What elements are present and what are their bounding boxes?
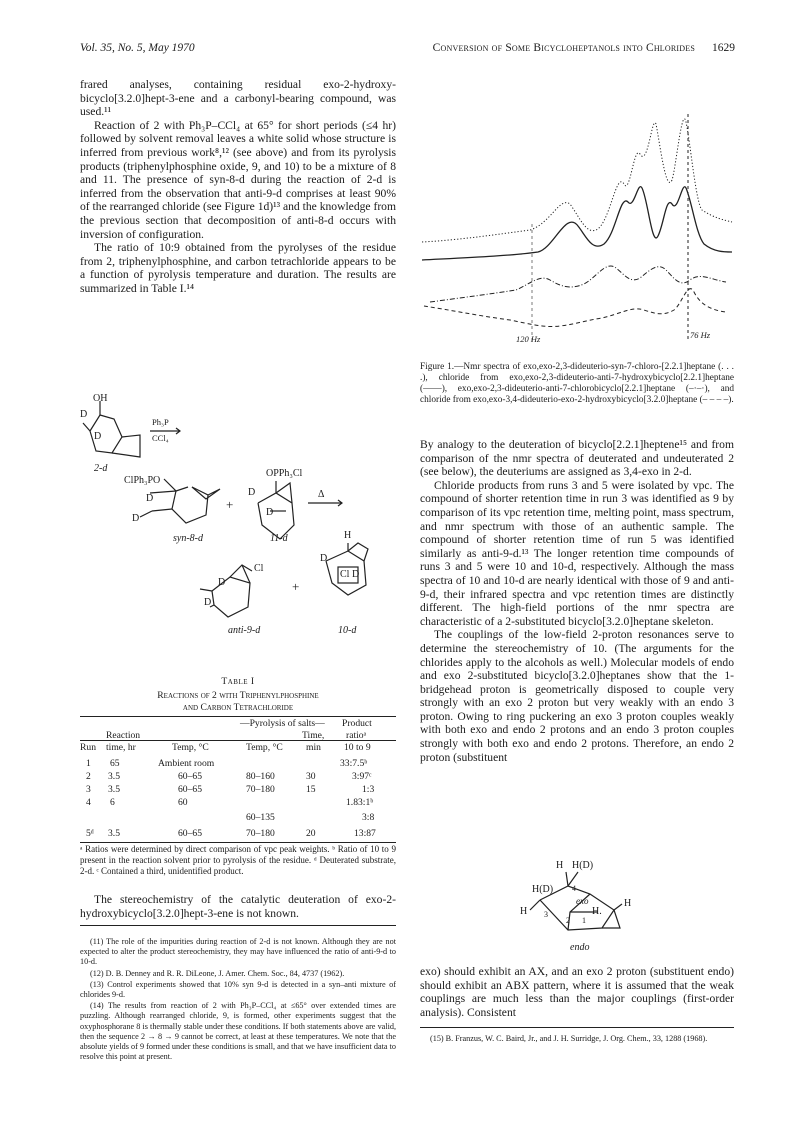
- d-label: D: [94, 431, 102, 442]
- left-column-top: [80, 78, 396, 296]
- journal-volume: Vol. 35, No. 5, May 1970: [80, 42, 195, 54]
- col-header-ratio: ratioᵃ: [346, 730, 367, 741]
- running-header: [80, 42, 735, 60]
- table-rule-bottom: [80, 842, 396, 843]
- footnote: (14) The results from reaction of 2 with Ph₃P–CCl₄ at ≤65° over extended times are puzzling. Although rearranged chloride, 9, is formed, other experiments suggest that the oxyphosphorane 8 is thermally stable under these conditions. If both statements above are valid, then the sequence 2 → 8 → 9 cannot be correct, at least at these temperatures. We note that the absolute yields of 9 formed under these conditions is small, and that we have insufficient data to resolve this point at present.: [80, 1001, 396, 1062]
- table-caption-line2: and Carbon Tetrachloride: [182, 702, 294, 713]
- paragraph: Chloride products from runs 3 and 5 were isolated by vpc. The compound of shorter retention time in run 3 was identified as 9 by comparison of its vpc retention time, melting point, mass spectrum, and nmr spectrum with those of an authentic sample. The compound of shorter retention time of run 5 was identified similarly as anti-9-d.¹³ The longer retention time compounds of runs 3 and 5 were 10 and 10-d, respectively. Although the mass spectra of 10 and 10-d are nearly identical with those of 9 and anti-9-d, their infrared spectra and vpc retention times are distinctly different. The high-field portions of the nmr spectra are characteristic of a 2-substituted bicyclo[3.2.0]heptane skeleton.: [420, 478, 734, 628]
- paragraph: The stereochemistry of the catalytic deuteration of exo-2-hydroxybicyclo[3.2.0]hept-3-ene is not known.: [80, 893, 396, 920]
- cl-label: Cl: [254, 563, 264, 574]
- h-label: H: [624, 898, 632, 909]
- col-header-time-hr: time, hr: [106, 742, 136, 753]
- endo-label: endo: [570, 942, 590, 953]
- d-label: D: [248, 487, 256, 498]
- d-label: D: [218, 577, 226, 588]
- col-header-min: min: [306, 742, 321, 753]
- d-label: D: [266, 507, 274, 518]
- reaction-scheme: [80, 393, 396, 663]
- nmr-spectra: [420, 84, 734, 346]
- table-1: —Pyrolysis of salts— Product Reaction Time, ratioᵃ Run time, hr Temp, °C Temp, °C min 10 to 9 1 65 Ambient room 33:7.5ᵇ 2 3.5 60–65 80–160 30 3:97ᶜ 3 3.5 60–65 70–180 15 1:3 4 6 60 1.83:1ᵇ 60–135 3:8 5ᵈ 3.5 60–65 70–180 20 13:87: [80, 718, 376, 839]
- col-header-run: Run: [80, 742, 96, 753]
- scheme-bonds: [80, 393, 396, 663]
- page-number: 1629: [712, 42, 735, 54]
- d-label: D: [132, 513, 140, 524]
- h-label: H: [344, 530, 352, 541]
- reagent-label: CCl₄: [152, 433, 169, 443]
- position-label: 1: [582, 916, 586, 925]
- right-column-bottom: [420, 965, 734, 1019]
- paragraph: Reaction of 2 with Ph₃P–CCl₄ at 65° for short periods (≤4 hr) followed by solvent removal leaves a white solid whose structure is inferred from previous work⁸,¹² (see above) and from its pyrolysis products (triphenylphosphine oxide, 9, and 10) to be a mixture of 8 and 11. The presence of syn-8-d during the reaction of 2-d is inferred from the observation that anti-9-d comprises at least 90% of the rearranged chloride (see Figure 1d)¹³ and the knowledge from the previous section that decomposition of anti-8-d occurs with inversion of configuration.: [80, 118, 396, 241]
- footnotes: [80, 937, 396, 1063]
- d-label: D: [146, 493, 154, 504]
- h-label: H.: [592, 906, 602, 917]
- h-label: H: [520, 906, 528, 917]
- col-header-product: Product: [342, 718, 372, 729]
- col-header-10-to-9: 10 to 9: [344, 742, 371, 753]
- paragraph: exo) should exhibit an AX, and an exo 2 proton (substituent endo) should exhibit an ABX pattern, where it is assumed that the weak couplings are much less than the major couplings (first-order analysis). Consistent: [420, 965, 734, 1019]
- paragraph: The couplings of the low-field 2-proton resonances serve to determine the stereochemistry of 10. (The arguments for the chlorides apply to the alcohols as well.) Molecular models of endo and exo 2-substituted bicyclo[3.2.0]heptanes show that the 1-bridgehead proton is geometrically disposed to couple very strongly with an exo 2 proton but very weakly with an endo 3 proton. Owing to ring puckering an exo 3 proton couples weakly with both exo and endo 2 protons and an endo 3 proton couples strongly with both exo and endo 2 protons. Therefore, an endo 2 proton (substituent: [420, 628, 734, 764]
- endo-structure: [510, 858, 650, 958]
- footnote: (12) D. B. Denney and R. R. DiLeone, J. Amer. Chem. Soc., 84, 4737 (1962).: [90, 968, 345, 978]
- plus-sign: +: [292, 579, 300, 594]
- footnote-separator: [420, 1027, 734, 1028]
- table-caption-line1: Reactions of 2 with Triphenylphosphine: [157, 690, 319, 701]
- left-column-bottom: [80, 893, 396, 920]
- plus-sign: +: [226, 497, 234, 512]
- footnote: (15) B. Franzus, W. C. Baird, Jr., and J. H. Surridge, J. Org. Chem., 33, 1288 (1968).: [430, 1034, 708, 1043]
- hd-label: H(D): [572, 860, 594, 871]
- article-title: Conversion of Some Bicycloheptanols into Chlorides: [432, 42, 695, 54]
- col-group-header: —Pyrolysis of salts—: [240, 718, 325, 729]
- reagent-label: Ph₃P: [152, 417, 169, 427]
- hd-label: H(D): [532, 884, 554, 895]
- compound-label-10d: 10-d: [338, 625, 357, 636]
- compound-label-11d: 11-d: [270, 533, 288, 544]
- footnote-15: [420, 1034, 734, 1045]
- figure-caption: Figure 1.—Nmr spectra of exo,exo-2,3-dideuterio-syn-7-chloro-[2.2.1]heptane (. . . .), chloride from exo,exo-2,3-dideuterio-anti-7-hydroxybicyclo[2.2.1]heptane (——), exo,exo-2,3-dideuterio-anti-7-chlorobicyclo[2.2.1]heptane (–·–·), and chloride from exo,exo-3,4-dideuterio-exo-2-hydroxybicyclo[3.2.0]heptane (– – – –).: [420, 362, 734, 405]
- d-label: D: [204, 597, 212, 608]
- compound-label-syn8d: syn-8-d: [173, 533, 203, 544]
- col-header-pyro-temp: Temp, °C: [246, 742, 283, 753]
- position-label: 3: [544, 910, 548, 919]
- table-number: Table I: [221, 676, 255, 687]
- axis-label-right: 76 Hz: [690, 330, 711, 340]
- oh-label: OH: [93, 393, 108, 404]
- col-header-temp: Temp, °C: [172, 742, 209, 753]
- footnote: (11) The role of the impurities during reaction of 2-d is not known. Although they are not expected to alter the product stereochemistry, they may have influenced the ratio of anti-9-d to 10-d.: [80, 937, 396, 967]
- table-rule-top: [80, 716, 396, 717]
- position-label: 2: [566, 916, 570, 925]
- paragraph: frared analyses, containing residual exo-2-hydroxy-bicyclo[3.2.0]hept-3-ene and a carbonyl-bearing compound, was used.¹¹: [80, 78, 396, 119]
- col-header-reaction: Reaction: [106, 730, 141, 741]
- cl-d-label: Cl D: [340, 569, 360, 580]
- col-header-time: Time,: [302, 730, 325, 741]
- compound-label-anti9d: anti-9-d: [228, 625, 261, 636]
- position-label: 4: [572, 884, 576, 893]
- compound-label-2d: 2-d: [94, 463, 108, 474]
- exo-label: exo: [576, 896, 589, 906]
- table-footnote: ᵃ Ratios were determined by direct comparison of vpc peak weights. ᵇ Ratio of 10 to 9 present in the reaction solvent prior to pyrolysis of the residue. ᵈ Deuterated substrate, 2-d. ᶜ Contained a third, unidentified product.: [80, 844, 396, 876]
- d-label: D: [320, 553, 328, 564]
- h-label: H: [556, 860, 564, 871]
- clph3po-label: ClPh₃PO: [124, 475, 161, 486]
- axis-label-left: 120 Hz: [516, 334, 541, 344]
- nmr-figure: [420, 84, 734, 346]
- paragraph: By analogy to the deuteration of bicyclo[2.2.1]heptene¹⁵ and from comparison of the nmr spectra of deuterated and undeuterated 2 (see below), the deuteriums are assigned as 3,4-exo in 2-d.: [420, 438, 734, 479]
- d-label: D: [80, 409, 88, 420]
- delta-label: Δ: [318, 489, 325, 500]
- right-column-top: [420, 438, 734, 764]
- opph3cl-label: OPPh₃Cl: [266, 468, 303, 479]
- footnote: (13) Control experiments showed that 10% syn 9-d is detected in a syn–anti mixture of chlorides 9-d.: [80, 979, 396, 1000]
- paragraph: The ratio of 10:9 obtained from the pyrolyses of the residue from 2, triphenylphosphine, and carbon tetrachloride appears to be a function of pyrolysis temperature and duration. The results are summarized in Table I.¹⁴: [80, 241, 396, 295]
- footnote-separator: [80, 925, 396, 926]
- table-rule-header: [80, 740, 396, 741]
